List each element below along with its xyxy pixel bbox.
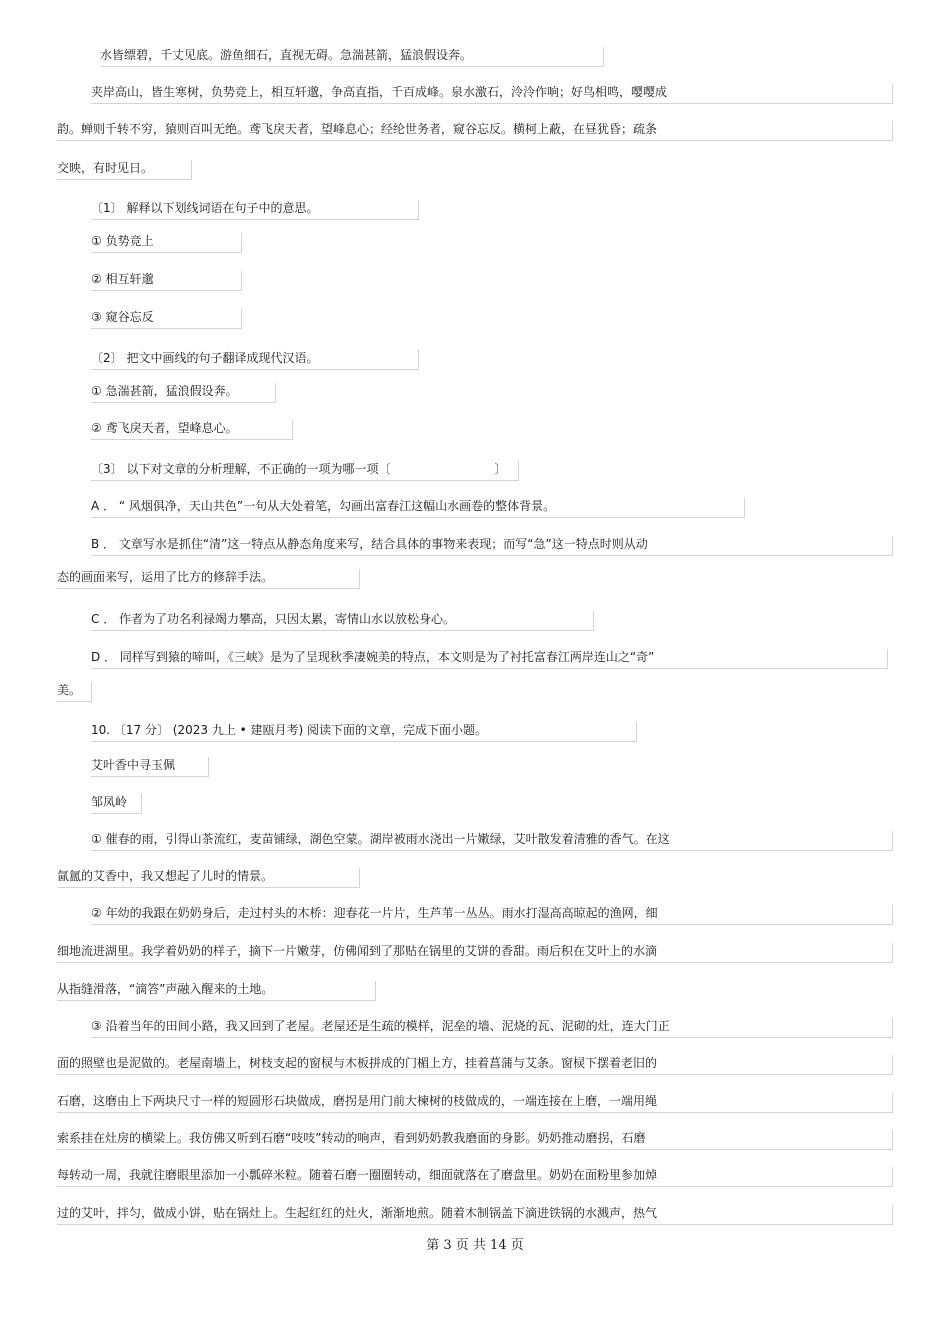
article-title: 艾叶香中寻玉佩 bbox=[91, 757, 209, 777]
article-line-1: ① 催春的雨，引得山茶流红，麦苗铺绿，湖色空蒙。湖岸被雨水浇出一片嫩绿，艾叶散发着清雅的香气。在这 bbox=[91, 831, 893, 851]
question-3-prompt bbox=[91, 461, 519, 481]
article-line-8: 石磨，这磨由上下两块尺寸一样的短圆形石块做成，磨拐是用门前大楝树的枝做成的，一端连接在上磨，一端用绳 bbox=[57, 1093, 893, 1113]
question-1-item-3: ③ 窥谷忘反 bbox=[91, 309, 242, 329]
article-line-2: 氤氲的艾香中，我又想起了儿时的情景。 bbox=[57, 868, 360, 888]
article-line-11: 过的艾叶，拌匀，做成小饼，贴在锅灶上。生起红红的灶火，渐渐地煎。随着木制锅盖下滴进铁锅的水溅声，热气 bbox=[57, 1205, 893, 1225]
article-line-6: ③ 沿着当年的田间小路，我又回到了老屋。老屋还是生疏的模样，泥垒的墙、泥烧的瓦、泥砌的灶，连大门正 bbox=[91, 1018, 893, 1038]
article-line-3: ② 年幼的我跟在奶奶身后，走过村头的木桥：迎春花一片片，生芦苇一丛丛。雨水打湿高高晾起的渔网，细 bbox=[91, 905, 893, 925]
passage-line-1: 水皆缥碧，千丈见底。游鱼细石，直视无碍。急湍甚箭，猛浪假设奔。 bbox=[100, 47, 604, 67]
option-d-line-1: D ． 同样写到猿的啼叫，《三峡》是为了呈现秋季凄婉美的特点，本文则是为了衬托富春江两岸连山之“奇” bbox=[91, 649, 888, 669]
question-2-item-1: ① 急湍甚箭，猛浪假设奔。 bbox=[91, 383, 276, 403]
question-1-prompt: 〔1〕 解释以下划线词语在句子中的意思。 bbox=[91, 200, 419, 220]
passage-line-4: 交映，有时见日。 bbox=[57, 160, 192, 180]
option-c: C ． 作者为了功名利禄竭力攀高，只因太累，寄情山水以放松身心。 bbox=[91, 611, 594, 631]
option-b-line-2: 态的画面来写，运用了比方的修辞手法。 bbox=[57, 569, 360, 589]
page-footer: 第 3 页 共 14 页 bbox=[426, 1238, 524, 1253]
article-line-10: 每转动一周，我就往磨眼里添加一小瓢碎米粒。随着石磨一圈圈转动，细面就落在了磨盘里。奶奶在面粉里参加焯 bbox=[57, 1167, 893, 1187]
article-line-4: 细地流进湖里。我学着奶奶的样子，摘下一片嫩芽，仿佛闻到了那贴在锅里的艾饼的香甜。雨后积在艾叶上的水滴 bbox=[57, 943, 893, 963]
passage-line-2: 夹岸高山，皆生寒树，负势竞上，相互轩邈，争高直指，千百成峰。泉水激石，泠泠作响；好鸟相鸣，嘤嘤成 bbox=[91, 84, 893, 104]
option-a: A ． “ 风烟俱净，天山共色”一句从大处着笔，勾画出富春江这幅山水画卷的整体背景。 bbox=[91, 498, 745, 518]
option-b-line-1: B ． 文章写水是抓住“清”这一特点从静态角度来写，结合具体的事物来表现；而写“急”这一特点时则从动 bbox=[91, 536, 893, 556]
question-3-prompt-text: 〔3〕 以下对文章的分析理解，不正确的一项为哪一项〔 bbox=[91, 462, 391, 476]
question-3-prompt-end: 〕 bbox=[494, 462, 507, 476]
article-line-7: 面的照壁也是泥做的。老屋南墙上，树枝支起的窗棂与木板拼成的门楣上方，挂着菖蒲与艾条。窗棂下摆着老旧的 bbox=[57, 1055, 893, 1075]
article-author: 邹凤岭 bbox=[91, 794, 142, 814]
article-line-5: 从指缝滑落，“滴答”声融入醒来的土地。 bbox=[57, 981, 376, 1001]
question-1-item-1: ① 负势竞上 bbox=[91, 233, 242, 253]
passage-line-3: 韵。蝉则千转不穷，猿则百叫无绝。鸢飞戾天者，望峰息心；经纶世务者，窥谷忘反。横柯上蔽，在昼犹昏；疏条 bbox=[57, 121, 893, 141]
question-10-header: 10. 〔17 分〕 (2023 九上 • 建瓯月考) 阅读下面的文章，完成下面小题。 bbox=[91, 722, 637, 742]
option-d-line-2: 美。 bbox=[57, 682, 92, 702]
question-1-item-2: ② 相互轩邈 bbox=[91, 271, 242, 291]
question-2-item-2: ② 鸢飞戾天者，望峰息心。 bbox=[91, 420, 293, 440]
article-line-9: 索系挂在灶房的横梁上。我仿佛又听到石磨“吱吱”转动的响声，看到奶奶教我磨面的身影。奶奶推动磨拐，石磨 bbox=[57, 1130, 893, 1150]
question-2-prompt: 〔2〕 把文中画线的句子翻译成现代汉语。 bbox=[91, 350, 419, 370]
